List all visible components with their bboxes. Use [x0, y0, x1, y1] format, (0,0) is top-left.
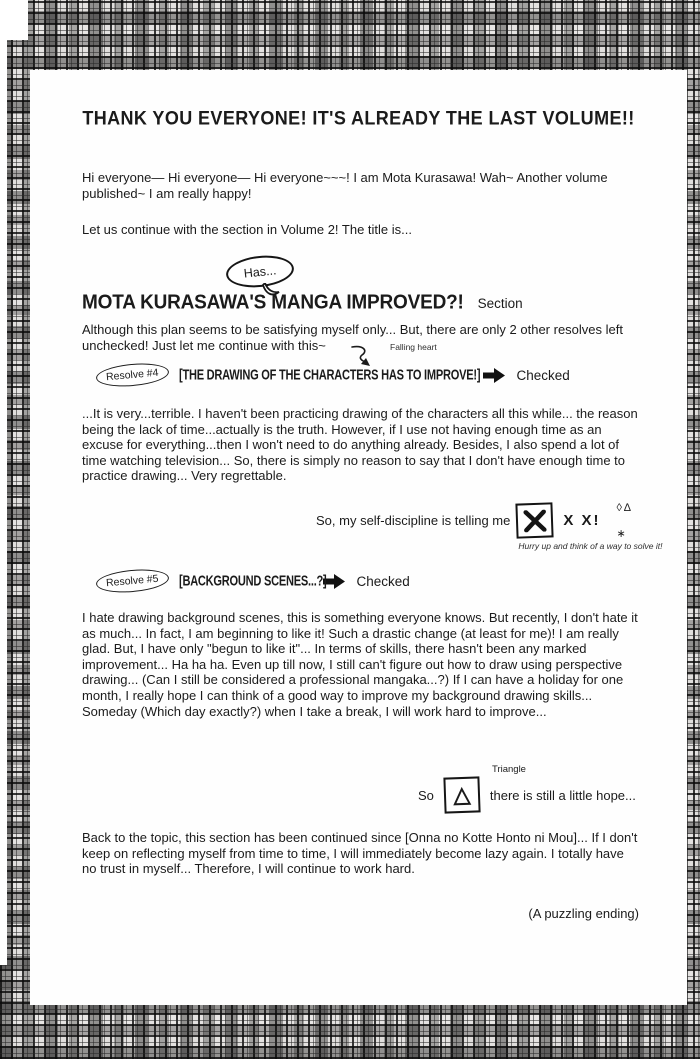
x-box [516, 502, 554, 538]
sweat-drops-icon: ◊∆ [616, 502, 633, 514]
arrow-right-icon [481, 367, 507, 384]
x-mark-icon [522, 509, 547, 532]
resolve-4-badge: Resolve #4 [95, 361, 169, 389]
resolve-4-paragraph: ...It is very...terrible. I haven't been practicing drawing of the characters all this while... the reason being the lack of time...actually is the truth. However, if I use not having enough time as an excuse for everything...then I won't need to do anything already. Besides, I also spend a lot of time watching television... So, there is simply no reason to say that I don't have enough time to practice drawing... Very regrettable. [82, 406, 638, 484]
intro-paragraph-1: Hi everyone— Hi everyone— Hi everyone~~~! I am Mota Kurasawa! Wah~ Another volume published~ I am really happy! [82, 170, 608, 201]
triangle-icon: △ [452, 781, 471, 808]
speech-bubble-text: Has... [225, 253, 296, 291]
resolve-5-paragraph: I hate drawing background scenes, this is something everyone knows. But recently, I don't hate it as much... In fact, I am beginning to like it! Such a drastic change (at least for me)! I am really glad. But, I have only "begun to like it"... In terms of skills, there hasn't been any marked improvement... Ha ha ha. Even up till now, I still can't figure out how to draw using perspective drawing... (Can I still be considered a professional mangaka...?) If I can have a holiday for one month, I really hope I can think of a good way to improve my background drawing skills... Someday (Which day exactly?) when I take a break, I will work hard to improve... [82, 610, 638, 719]
speech-bubble [226, 256, 294, 287]
triangle-lead: So [418, 787, 434, 803]
x-crosses: X X! [563, 511, 601, 529]
sweat-star-icon: ∗ [616, 528, 626, 540]
self-discipline-row [316, 500, 663, 551]
resolve-5-label: [BACKGROUND SCENES...?] [178, 572, 327, 589]
closing-paragraph: Back to the topic, this section has been continued since [Onna no Kotte Honto ni Mou]... If I don't keep on reflecting myself from time to time, I will immediately become lazy again. I totally have no trust in myself... Therefore, I will continue to work hard. [82, 830, 638, 877]
resolve-5-row [96, 570, 410, 592]
self-discipline-lead: So, my self-discipline is telling me [316, 512, 511, 528]
page-title: THANK YOU EVERYONE! IT'S ALREADY THE LAST VOLUME!! [82, 107, 635, 129]
triangle-box [443, 776, 480, 813]
section-heading-title: MOTA KURASAWA'S MANGA IMPROVED?! [82, 291, 464, 314]
x-box-note: Hurry up and think of a way to solve it! [518, 540, 663, 551]
resolve-4-row [96, 364, 570, 386]
resolve-5-badge: Resolve #5 [95, 567, 169, 595]
doodle-column [617, 502, 633, 540]
section-heading [82, 292, 523, 314]
section-heading-suffix: Section [477, 296, 523, 311]
resolve-4-label: [THE DRAWING OF THE CHARACTERS HAS TO IMPROVE!] [178, 366, 480, 383]
resolve-4-status: Checked [516, 367, 570, 383]
triangle-trail: there is still a little hope... [489, 787, 636, 803]
scan-corner-notch [0, 0, 28, 40]
manga-afterword-page [30, 70, 687, 1005]
ending-note: (A puzzling ending) [528, 906, 639, 921]
scan-edge-sliver [0, 0, 7, 965]
triangle-label: Triangle [492, 764, 526, 775]
intro-paragraph-2: Let us continue with the section in Volume 2! The title is... [82, 222, 413, 237]
falling-heart-note: Falling heart [390, 342, 437, 352]
triangle-block [418, 764, 636, 813]
plan-paragraph: Although this plan seems to be satisfying myself only... But, there are only 2 other resolves left unchecked! Just let me continue with this~ [82, 322, 623, 353]
resolve-5-status: Checked [356, 573, 410, 589]
